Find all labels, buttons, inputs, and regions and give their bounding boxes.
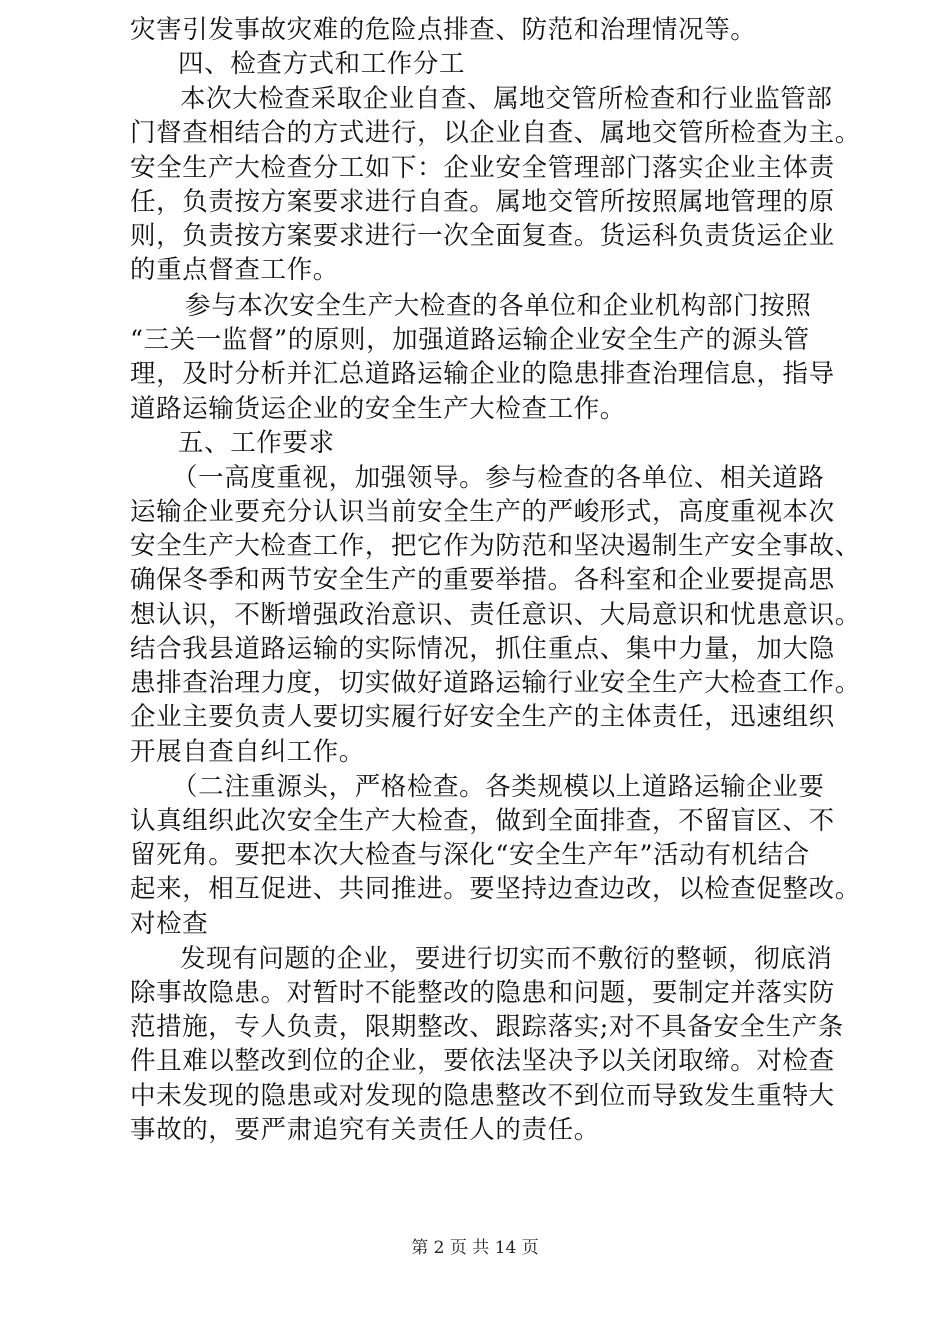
text-line: 的重点督查工作。 bbox=[130, 255, 339, 285]
text-line: 认真组织此次安全生产大检查，做到全面排查，不留盲区、不 bbox=[130, 806, 835, 836]
text-line: 道路运输货运企业的安全生产大检查工作。 bbox=[130, 394, 626, 424]
text-line: 中未发现的隐患或对发现的隐患整改不到位而导致发生重特大 bbox=[130, 1081, 835, 1111]
text-line: 件且难以整改到位的企业，要依法坚决予以关闭取缔。对检查 bbox=[130, 1046, 835, 1076]
text-line: 开展自查自纠工作。 bbox=[130, 737, 365, 767]
text-line: （一高度重视，加强领导。参与检查的各单位、相关道路 bbox=[172, 463, 825, 493]
text-line: 运输企业要充分认识当前安全生产的严峻形式，高度重视本次 bbox=[130, 497, 835, 527]
text-line: （二注重源头，严格检查。各类规模以上道路运输企业要 bbox=[172, 772, 825, 802]
text-line: 范措施，专人负责，限期整改、跟踪落实;对不具备安全生产条 bbox=[130, 1012, 844, 1042]
text-line: 起来，相互促进、共同推进。要坚持边查边改，以检查促整改。 bbox=[130, 874, 861, 904]
text-line: 灾害引发事故灾难的危险点排查、防范和治理情况等。 bbox=[130, 15, 757, 45]
text-line: 想认识，不断增强政治意识、责任意识、大局意识和忧患意识。 bbox=[130, 600, 861, 630]
text-line: 任，负责按方案要求进行自查。属地交管所按照属地管理的原 bbox=[130, 187, 835, 217]
text-line: 门督查相结合的方式进行，以企业自查、属地交管所检查为主。 bbox=[130, 118, 861, 148]
text-line: 患排查治理力度，切实做好道路运输行业安全生产大检查工作。 bbox=[130, 668, 861, 698]
text-line: 理，及时分析并汇总道路运输企业的隐患排查治理信息，指导 bbox=[130, 359, 835, 389]
section-heading: 四、检查方式和工作分工 bbox=[178, 49, 466, 79]
text-line: 结合我县道路运输的实际情况，抓住重点、集中力量，加大隐 bbox=[130, 634, 835, 664]
text-line: 安全生产大检查分工如下：企业安全管理部门落实企业主体责 bbox=[130, 153, 835, 183]
text-line: 本次大检查采取企业自查、属地交管所检查和行业监管部 bbox=[180, 84, 833, 114]
text-line: 除事故隐患。对暂时不能整改的隐患和问题，要制定并落实防 bbox=[130, 978, 835, 1008]
section-heading: 五、工作要求 bbox=[178, 428, 335, 458]
text-line: 参与本次安全生产大检查的各单位和企业机构部门按照 bbox=[185, 291, 812, 321]
page-footer: 第 2 页 共 14 页 bbox=[411, 1238, 539, 1258]
text-line: “三关一监督”的原则，加强道路运输企业安全生产的源头管 bbox=[130, 325, 810, 355]
text-line: 企业主要负责人要切实履行好安全生产的主体责任，迅速组织 bbox=[130, 702, 835, 732]
text-line: 留死角。要把本次大检查与深化“安全生产年”活动有机结合 bbox=[130, 840, 810, 870]
text-line: 则，负责按方案要求进行一次全面复查。货运科负责货运企业 bbox=[130, 221, 835, 251]
text-line: 对检查 bbox=[130, 909, 209, 939]
text-line: 事故的，要严肃追究有关责任人的责任。 bbox=[130, 1115, 600, 1145]
text-line: 发现有问题的企业，要进行切实而不敷衍的整顿，彻底消 bbox=[180, 944, 833, 974]
text-line: 安全生产大检查工作，把它作为防范和坚决遏制生产安全事故、 bbox=[130, 531, 861, 561]
text-line: 确保冬季和两节安全生产的重要举措。各科室和企业要提高思 bbox=[130, 565, 835, 595]
